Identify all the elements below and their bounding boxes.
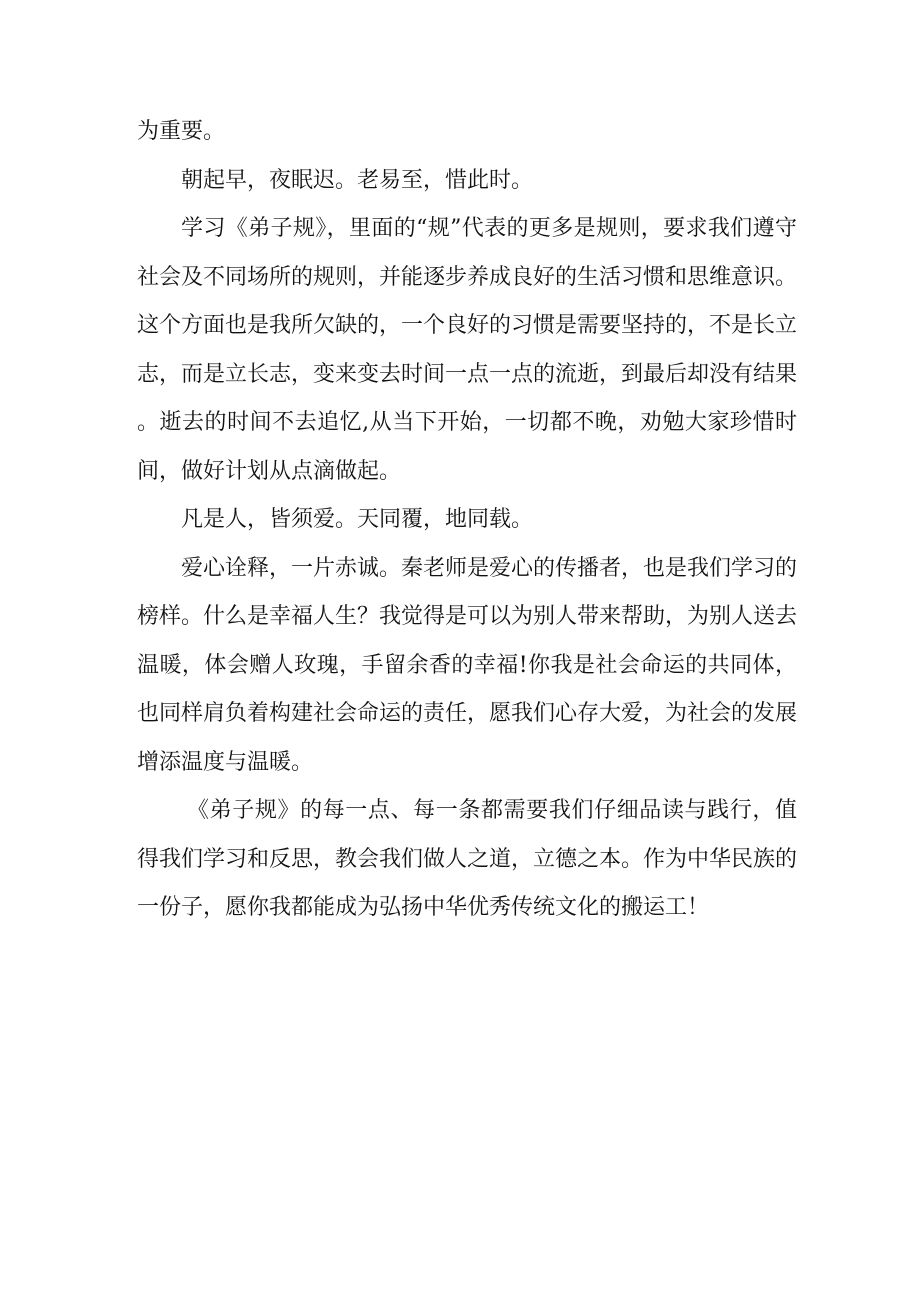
paragraph-conclusion: 《弟子规》的每一点、每一条都需要我们仔细品读与践行，值得我们学习和反思，教会我们做人之道，立德之本。作为中华民族的一份子，愿你我都能成为弘扬中华优秀传统文化的搬运工！ [137, 798, 798, 920]
paragraph-love-happiness: 爱心诠释，一片赤诚。秦老师是爱心的传播者，也是我们学习的榜样。什么是幸福人生？我觉得是可以为别人带来帮助，为别人送去温暖，体会赠人玫瑰，手留余香的幸福!你我是社会命运的共同体，也同样肩负着构建社会命运的责任，愿我们心存大爱，为社会的发展增添温度与温暖。 [137, 555, 798, 775]
paragraph-rules-habits: 学习《弟子规》，里面的“规”代表的更多是规则，要求我们遵守社会及不同场所的规则，并能逐步养成良好的生活习惯和思维意识。这个方面也是我所欠缺的，一个良好的习惯是需要坚持的，不是长立志，而是立长志，变来变去时间一点一点的流逝，到最后却没有结果。逝去的时间不去追忆,从当下开始，一切都不晚，劝勉大家珍惜时间，做好计划从点滴做起。 [137, 216, 798, 484]
document-body [137, 108, 797, 933]
paragraph-continuation: 为重要。 [137, 119, 226, 144]
paragraph-quote-love: 凡是人，皆须爱。天同覆，地同载。 [181, 507, 534, 532]
paragraph-quote-time: 朝起早，夜眠迟。老易至，惜此时。 [181, 167, 534, 193]
